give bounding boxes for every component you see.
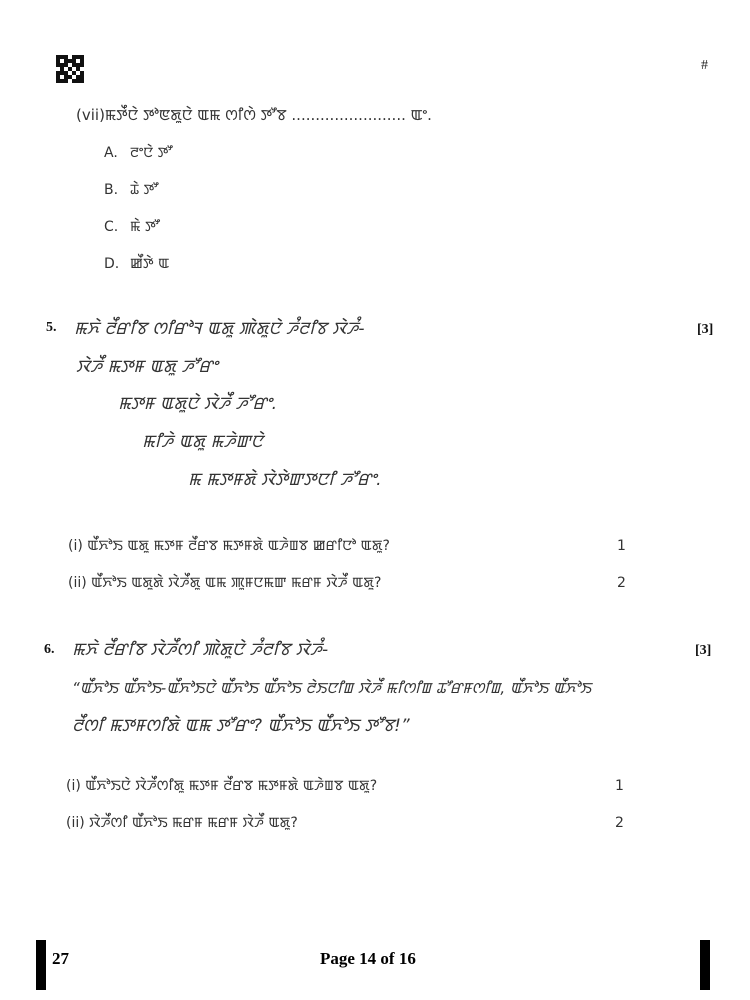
option-text: ꯂꯦꯅꯥ ꯇꯧ [130,145,173,161]
option-text: ꯊꯥ ꯇꯧ [130,182,159,198]
question-vii-text: (vii)ꯃꯇꯩꯅꯥ ꯇꯣꯟꯗꯨꯅꯥ ꯑꯃ ꯁꯤꯁꯥ ꯇꯧꯕ ........................ ꯑꯦ. [76,106,432,124]
sub-label: (ii) [68,575,87,591]
option-text: ꯀꯩꯇꯥ ꯑ [130,256,170,272]
page-number: Page 14 of 16 [320,949,416,968]
q5-sub-ii [68,573,381,592]
sub-text: ꯑꯩꯈꯣꯏ ꯑꯗꯨ ꯃꯇꯝ ꯂꯩꯔꯕ ꯃꯇꯝꯗꯥ ꯑꯍꯥꯡꯕ ꯀꯔꯤꯅꯣ ꯑꯗꯨ? [87,538,390,554]
option-d [104,254,169,273]
option-b [104,180,158,199]
poem-line-4: ꯃ ꯃꯇꯝꯗꯥ ꯋꯥꯇꯥꯛꯇꯅꯤ ꯍꯧꯔꯦ. [188,470,382,490]
question-6-marks: [3] [695,643,712,658]
question-5-intro: ꯃꯈꯥ ꯂꯩꯔꯤꯕ ꯁꯤꯔꯣꯜ ꯑꯗꯨ ꯄꯥꯗꯨꯅꯥ ꯍꯪꯂꯤꯕ ꯋꯥꯍꯪ- [74,319,365,339]
poem-line-1: ꯋꯥꯍꯩ ꯃꯇꯝ ꯑꯗꯨ ꯍꯧꯔꯦ [76,357,218,377]
q6-sub-i-marks: 1 [615,778,624,794]
qr-code [56,55,84,83]
q6-sub-ii-marks: 2 [615,815,624,831]
option-letter: B. [104,182,119,198]
q5-sub-ii-marks: 2 [617,575,626,591]
page-hash: # [701,58,708,73]
sub-label: (i) [68,538,83,554]
option-letter: C. [104,219,119,235]
sub-text: ꯑꯩꯈꯣꯏ ꯑꯗꯨꯗꯥ ꯋꯥꯍꯩꯗꯨ ꯑꯃ ꯄꯨꯝꯅꯃꯛ ꯃꯔꯝ ꯋꯥꯍꯩ ꯑꯗꯨ? [91,575,382,591]
left-footer-bar [36,940,46,990]
sub-text: ꯋꯥꯍꯩꯁꯤ ꯑꯩꯈꯣꯏ ꯃꯔꯝ ꯃꯔꯝ ꯋꯥꯍꯩ ꯑꯗꯨ? [89,815,298,831]
poem-line-3: ꯃꯤꯍꯥ ꯑꯗꯨ ꯃꯍꯥꯛꯅꯥ [142,432,263,452]
q5-sub-i-marks: 1 [617,538,626,554]
question-5-marks: [3] [697,322,714,337]
option-letter: D. [104,256,120,272]
sub-text: ꯑꯩꯈꯣꯏꯅꯥ ꯋꯥꯍꯩꯁꯤꯗꯨ ꯃꯇꯝ ꯂꯩꯔꯕ ꯃꯇꯝꯗꯥ ꯑꯍꯥꯡꯕ ꯑꯗꯨ? [85,778,378,794]
footer-code: 27 [52,949,69,968]
sub-label: (ii) [66,815,85,831]
sub-label: (i) [66,778,81,794]
question-5-number: 5. [46,320,57,335]
quote-line-2: ꯂꯩꯁꯤ ꯃꯇꯝꯁꯤꯗꯥ ꯑꯃ ꯇꯧꯔꯦ? ꯑꯩꯈꯣꯏ ꯑꯩꯈꯣꯏ ꯇꯧꯕ!” [72,716,410,736]
question-6-number: 6. [44,642,55,657]
option-letter: A. [104,145,118,161]
q5-sub-i [68,536,390,555]
option-a [104,143,172,162]
option-text: ꯃꯥ ꯇꯧ [130,219,160,235]
right-footer-bar [700,940,710,990]
q6-sub-i [66,776,377,795]
option-c [104,217,160,236]
question-6-intro: ꯃꯈꯥ ꯂꯩꯔꯤꯕ ꯋꯥꯍꯩꯁꯤ ꯄꯥꯗꯨꯅꯥ ꯍꯪꯂꯤꯕ ꯋꯥꯍꯪ- [72,640,329,660]
quote-line-1: “ꯑꯩꯈꯣꯏ ꯑꯩꯈꯣꯏ-ꯑꯩꯈꯣꯏꯅꯥ ꯑꯩꯈꯣꯏ ꯑꯩꯈꯣꯏ ꯂꯥꯏꯅꯤꯡ ꯋꯥꯍꯩ ꯃꯤꯁꯤꯡ ꯊꯧꯔꯝꯁꯤꯡ, ꯑꯩꯈꯣꯏ ꯑꯩꯈꯣꯏ [72,679,591,697]
q6-sub-ii [66,813,298,832]
poem-line-2: ꯃꯇꯝ ꯑꯗꯨꯅꯥ ꯋꯥꯍꯩ ꯍꯧꯔꯦ. [118,394,278,414]
